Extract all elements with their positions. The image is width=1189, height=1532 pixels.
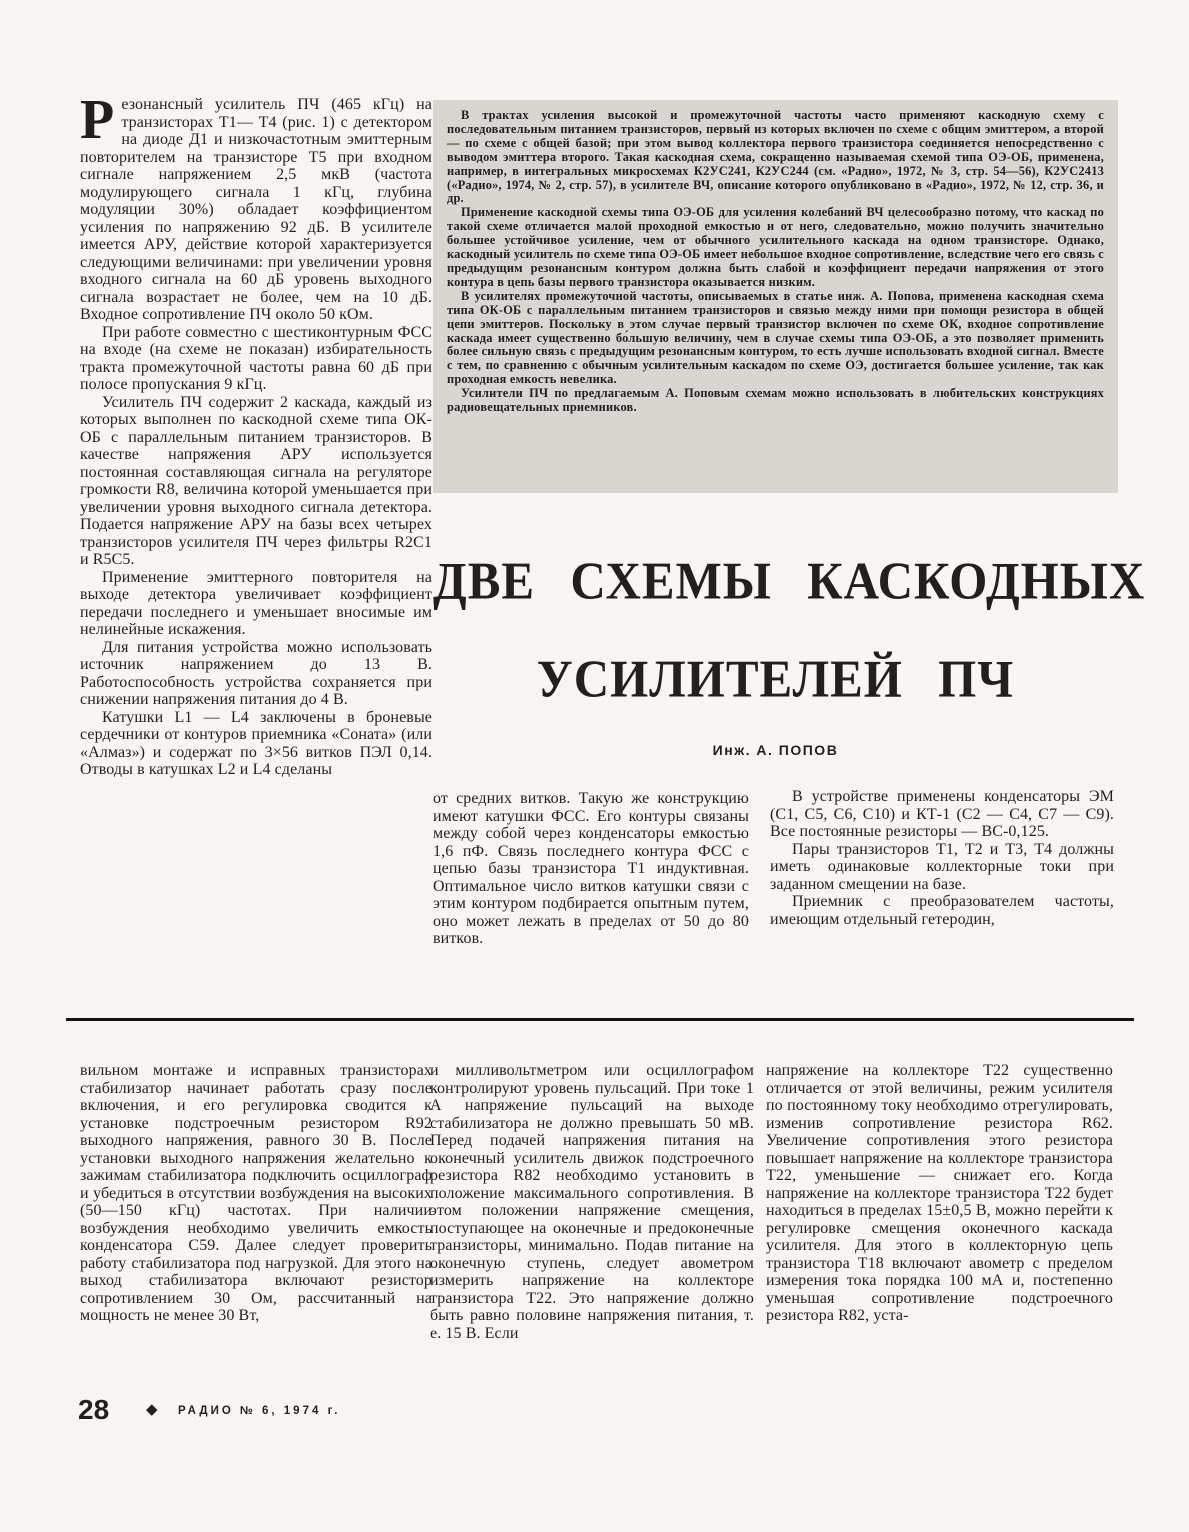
paragraph: Приемник с преобразователем частоты, имеющим отдельный гетеродин,	[770, 893, 1114, 928]
paragraph: вильном монтаже и исправных транзисторах стабилизатор начинает работать сразу после включения, и его регулировка сводится к установке подстроечным резистором R92 выходного напряжения, равного 30 В. После установки выходного напряжения желательно к зажимам стабилизатора подключить осциллограф и убедиться в отсутствии возбуждения на высоких (50—150 кГц) частотах. При наличии возбуждения необходимо увеличить емкость конденсатора С59. Далее следует проверить работу стабилизатора под нагрузкой. Для этого на выход стабилизатора включают резистор сопротивлением 30 Ом, рассчитанный на мощность не менее 30 Вт,	[80, 1062, 432, 1324]
middle-article-column	[433, 790, 749, 1016]
paragraph: При работе совместно с шестиконтурным ФСС на входе (на схеме не показан) избирательность тракта промежуточной частоты равна 60 дБ при полосе пропускания 9 кГц.	[80, 323, 432, 393]
page-number: 28	[78, 1394, 110, 1425]
intro-paragraph: Усилители ПЧ по предлагаемым А. Поповым схемам можно использовать в любительских конструкциях радиовещательных приемников.	[447, 386, 1104, 415]
bottom-column-1	[80, 1062, 432, 1388]
paragraph: Пары транзисторов Т1, Т2 и Т3, Т4 должны иметь одинаковые коллекторные токи при заданном смещении на базе.	[770, 840, 1114, 893]
paragraph: Катушки L1 — L4 заключены в броневые сердечники от контуров приемника «Соната» (или «Алмаз») и содержат по 3×56 витков ПЭЛ 0,14. Отводы в катушках L2 и L4 сделаны	[80, 708, 432, 778]
author-byline: Инж. А. ПОПОВ	[712, 742, 839, 758]
paragraph: Усилитель ПЧ содержит 2 каскада, каждый из которых выполнен по каскодной схеме типа ОК-ОБ с параллельным питанием транзисторов. В качестве напряжения АРУ используется постоянная составляющая сигнала на регуляторе громкости R8, величина которой уменьшается при увеличении уровня выходного сигнала детектора. Подается напряжение АРУ на базы всех четырех транзисторов усилителя ПЧ через фильтры R2C1 и R5C5.	[80, 393, 432, 568]
paragraph: напряжение на коллекторе Т22 существенно отличается от этой величины, режим усилителя по постоянному току необходимо отрегулировать, изменив сопротивление резистора R62. Увеличение сопротивления этого резистора повышает напряжение на коллекторе транзистора Т22, уменьшение — снижает его. Когда напряжение на коллекторе транзистора Т22 будет находиться в пределах 15±0,5 В, можно перейти к регулировке смещения оконечного каскада усилителя. Для этого в коллекторную цепь транзистора Т18 включают авометр с пределом измерения тока порядка 100 мА и, постепенно уменьшая сопротивление подстроечного резистора R82, уста-	[766, 1062, 1113, 1324]
drop-cap: Р	[80, 96, 115, 151]
paragraph: Применение эмиттерного повторителя на выходе детектора увеличивает коэффициент передачи последнего и уменьшает вносимые им нелинейные искажения.	[80, 568, 432, 638]
paragraph: Для питания устройства можно использовать источник напряжением до 13 В. Работоспособность устройства сохраняется при снижении напряжения питания до 4 В.	[80, 638, 432, 708]
intro-paragraph: В трактах усиления высокой и промежуточной частоты часто применяют каскодную схему с последовательным питанием транзисторов, первый из которых включен по схеме с общим эмиттером, а второй — по схеме с общей базой; при этом вывод коллектора первого транзистора соединяется непосредственно с выводом эмиттера второго. Такая каскодная схема, сокращенно называемая схемой типа ОЭ-ОБ, применена, например, в интегральных микросхемах К2УС241, К2УС244 (см. «Радио», 1972, № 3, стр. 54—56), К2УС2413 («Радио», 1974, № 2, стр. 57), в усилителе ВЧ, описание которого опубликовано в «Радио», 1972, № 12, стр. 36, и др.	[447, 108, 1104, 206]
bottom-column-3	[766, 1062, 1113, 1388]
paragraph: В устройстве применены конденсаторы ЭМ (С1, С5, С6, С10) и КТ-1 (С2 — С4, С7 — С9). Все постоянные резисторы — ВС-0,125.	[770, 788, 1114, 840]
paragraph-text: езонансный усилитель ПЧ (465 кГц) на транзисторах Т1— Т4 (рис. 1) с детектором на диоде Д1 и низкочастотным эмиттерным повторителем на транзисторе Т5 при входном сигнале напряжением 2,5 мкВ (частота модулирующего сигнала 1 кГц, глубина модуляции 30%) обладает коэффициентом усиления по напряжению 92 дБ. В усилителе имеется АРУ, действие которой характеризуется следующими величинами: при увеличении уровня входного сигнала на 60 дБ уровень выходного сигнала возрастает не более, чем на 10 дБ. Входное сопротивление ПЧ около 50 кОм.	[80, 96, 432, 323]
intro-paragraph: В усилителях промежуточной частоты, описываемых в статье инж. А. Попова, применена каскодная схема типа ОК-ОБ с параллельным питанием транзисторов и связью между ними при помощи резистора в общей цепи эмиттеров. Поскольку в этом случае первый транзистор включен по схеме ОК, входное сопротивление каскада имеет существенно бо́льшую величину, чем в случае схемы типа ОЭ-ОБ, а это позволяет применить более сильную связь с предыдущим резонансным контуром, то есть лучше использовать входной сигнал. Вместе с тем, по сравнению с обычным усилительным каскадом по схеме ОЭ, достигается большее усиление, так как проходная емкость невелика.	[447, 288, 1104, 387]
article-title-line-2: УСИЛИТЕЛЕЙ ПЧ	[536, 648, 1015, 709]
section-divider-rule	[66, 1018, 1134, 1021]
left-article-column	[80, 96, 432, 1018]
paragraph: от средних витков. Такую же конструкцию имеют катушки ФСС. Его контуры связаны между собой через конденсаторы емкостью 1,6 пФ. Связь последнего контура ФСС с цепью базы транзистора Т1 индуктивная. Оптимальное число витков катушки связи с этим контуром подбирается опытным путем, оно может лежать в пределах от 50 до 80 витков.	[433, 790, 749, 947]
paragraph	[80, 96, 432, 324]
article-title-line-1: ДВЕ СХЕМЫ КАСКОДНЫХ	[433, 550, 1146, 611]
journal-footer-line: РАДИО № 6, 1974 г.	[178, 1405, 341, 1417]
intro-paragraph: Применение каскодной схемы типа ОЭ-ОБ для усиления колебаний ВЧ целесообразно потому, что каскад по такой схеме отличается малой проходной емкостью и от него, следовательно, можно получить значительно большее устойчивое усиление, чем от обычного усилительного каскада на одном транзисторе. Однако, каскодный усилитель по схеме типа ОЭ-ОБ имеет небольшое входное сопротивление, вследствие чего его связь с предыдущим резонансным контуром должна быть слабой и коэффициент передачи напряжения от этого контура в цепь базы первого транзистора оказывается низким.	[447, 205, 1104, 289]
bottom-column-2	[430, 1062, 754, 1388]
paragraph: и милливольтметром или осциллографом контролируют уровень пульсаций. При токе 1 А напряжение пульсаций на выходе стабилизатора не должно превышать 50 мВ. Перед подачей напряжения питания на оконечный усилитель движок подстроечного резистора R82 необходимо установить в положение максимального сопротивления. В этом положении напряжение смещения, поступающее на оконечные и предоконечные транзисторы, минимально. Подав питание на оконечную ступень, следует авометром измерить напряжение на коллекторе транзистора Т22. Это напряжение должно быть равно половине напряжения питания, т. е. 15 В. Если	[430, 1062, 754, 1342]
right-article-column	[770, 788, 1114, 1016]
editorial-intro-box	[433, 100, 1118, 493]
diamond-icon: ◆	[146, 1402, 158, 1418]
